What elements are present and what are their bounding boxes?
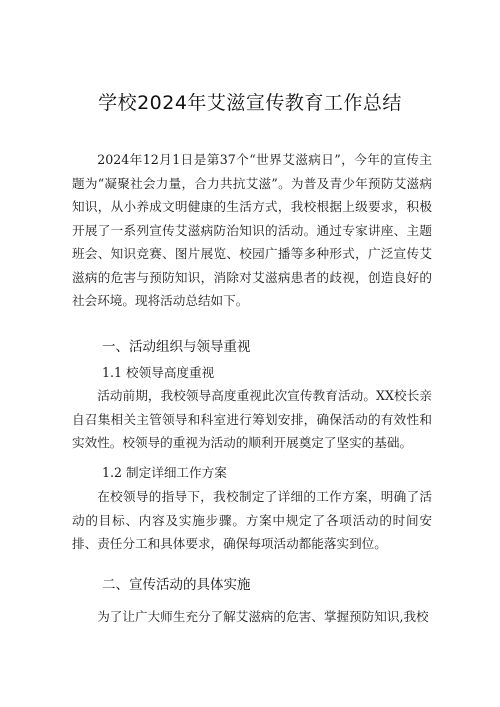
section-heading-1: 一、活动组织与领导重视: [102, 339, 251, 355]
subsection-heading-1-2: 1.2 制定详细工作方案: [102, 465, 227, 480]
section-2-paragraph: 为了让广大师生充分了解艾滋病的危害、掌握预防知识,我校: [97, 609, 429, 624]
intro-paragraph: 2024年12月1日是第37个“世界艾滋病日”，今年的宣传主题为“凝聚社会力量，合力共抗艾滋”。为普及青少年预防艾滋病知识，从小养成文明健康的生活方式，我校根据上级要求，积极开展了一系列宣传艾滋病防治知识的活动。通过专家讲座、主题班会、知识竞赛、图片展览、校园广播等多种形式，广泛宣传艾滋病的危害与预防知识，消除对艾滋病患者的歧视，创造良好的社会环境。现将活动总结如下。: [72, 152, 432, 308]
document-title: 学校2024年艾滋宣传教育工作总结: [98, 92, 402, 114]
section-heading-2: 二、宣传活动的具体实施: [102, 577, 251, 593]
subsection-heading-1-1: 1.1 校领导高度重视: [102, 365, 215, 380]
subsection-paragraph-1-1: 活动前期，我校领导高度重视此次宣传教育活动。XX校长亲自召集相关主管领导和科室进行筹划安排，确保活动的有效性和实效性。校领导的重视为活动的顺利开展奠定了坚实的基础。: [72, 388, 432, 450]
subsection-paragraph-1-2: 在校领导的指导下，我校制定了详细的工作方案，明确了活动的目标、内容及实施步骤。方案中规定了各项活动的时间安排、责任分工和具体要求，确保每项活动都能落实到位。: [72, 489, 432, 551]
